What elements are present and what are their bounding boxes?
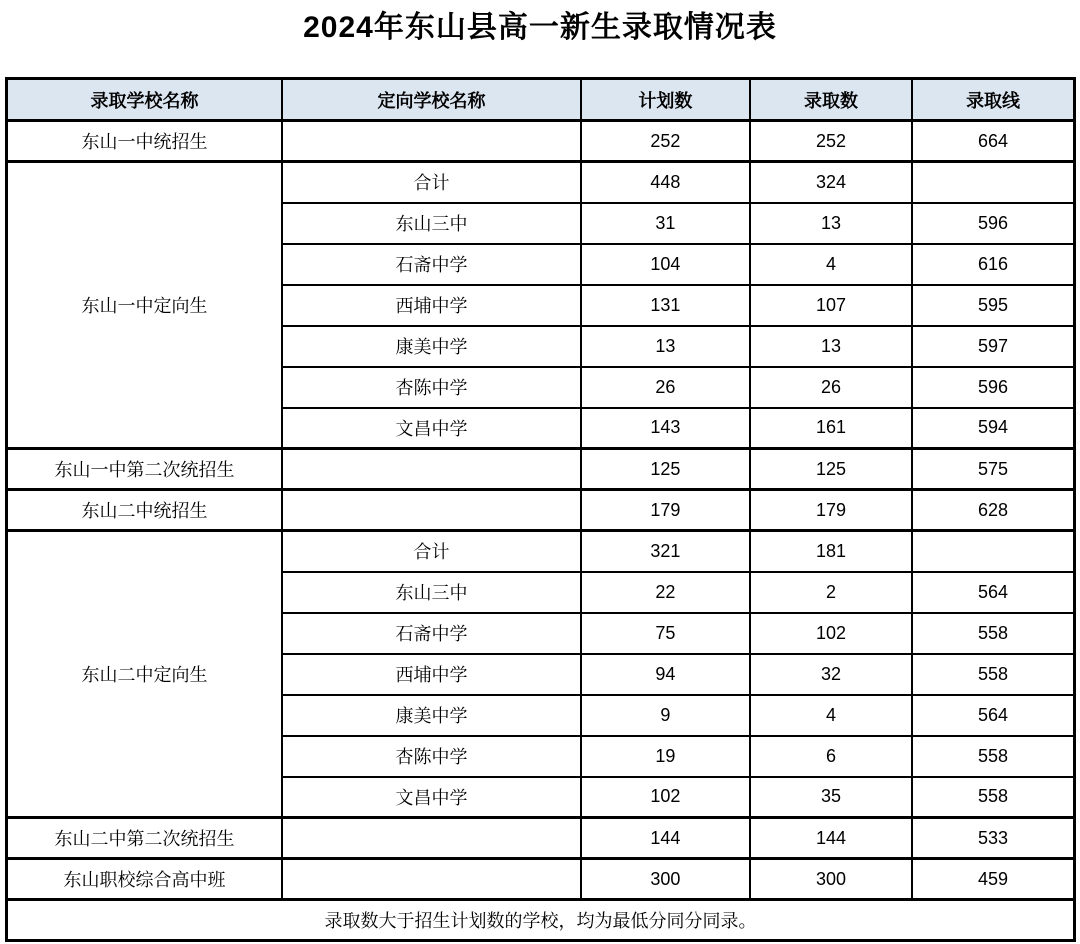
plan-count-cell: 300 [581, 859, 750, 900]
plan-count-cell: 131 [581, 285, 750, 326]
admitted-count-cell: 102 [750, 613, 912, 654]
plan-count-cell: 19 [581, 736, 750, 777]
target-school-cell: 合计 [282, 531, 581, 572]
target-school-cell [282, 449, 581, 490]
cutoff-score-cell: 628 [912, 490, 1074, 531]
plan-count-cell: 144 [581, 818, 750, 859]
table-row [7, 449, 1075, 490]
cutoff-score-cell: 558 [912, 736, 1074, 777]
cutoff-score-cell: 575 [912, 449, 1074, 490]
plan-count-cell: 448 [581, 162, 750, 203]
admitted-count-cell: 125 [750, 449, 912, 490]
admitted-count-cell: 161 [750, 408, 912, 449]
target-school-cell [282, 818, 581, 859]
target-school-cell: 西埔中学 [282, 654, 581, 695]
plan-count-cell: 31 [581, 203, 750, 244]
target-school-cell: 文昌中学 [282, 408, 581, 449]
plan-count-cell: 13 [581, 326, 750, 367]
cutoff-score-cell: 597 [912, 326, 1074, 367]
table-row [7, 121, 1075, 162]
admitted-count-cell: 26 [750, 367, 912, 408]
table-row [7, 859, 1075, 900]
cutoff-score-cell: 664 [912, 121, 1074, 162]
table-row [7, 162, 1075, 203]
plan-count-cell: 125 [581, 449, 750, 490]
plan-count-cell: 22 [581, 572, 750, 613]
table-row [7, 490, 1075, 531]
school-name-cell: 东山二中统招生 [7, 490, 283, 531]
plan-count-cell: 9 [581, 695, 750, 736]
school-name-cell: 东山一中统招生 [7, 121, 283, 162]
cutoff-score-cell: 558 [912, 654, 1074, 695]
cutoff-score-cell: 564 [912, 695, 1074, 736]
target-school-cell [282, 121, 581, 162]
plan-count-cell: 75 [581, 613, 750, 654]
admitted-count-cell: 324 [750, 162, 912, 203]
plan-count-cell: 179 [581, 490, 750, 531]
header-target-school: 定向学校名称 [282, 79, 581, 121]
admitted-count-cell: 4 [750, 244, 912, 285]
plan-count-cell: 252 [581, 121, 750, 162]
target-school-cell [282, 859, 581, 900]
school-name-cell: 东山一中第二次统招生 [7, 449, 283, 490]
cutoff-score-cell: 558 [912, 613, 1074, 654]
target-school-cell: 杏陈中学 [282, 736, 581, 777]
target-school-cell: 西埔中学 [282, 285, 581, 326]
school-name-cell: 东山二中定向生 [7, 531, 283, 818]
cutoff-score-cell: 533 [912, 818, 1074, 859]
cutoff-score-cell: 558 [912, 777, 1074, 818]
target-school-cell: 合计 [282, 162, 581, 203]
cutoff-score-cell [912, 531, 1074, 572]
admitted-count-cell: 6 [750, 736, 912, 777]
table-row [7, 531, 1075, 572]
admitted-count-cell: 4 [750, 695, 912, 736]
admitted-count-cell: 13 [750, 203, 912, 244]
cutoff-score-cell: 564 [912, 572, 1074, 613]
plan-count-cell: 102 [581, 777, 750, 818]
target-school-cell: 杏陈中学 [282, 367, 581, 408]
admitted-count-cell: 179 [750, 490, 912, 531]
cutoff-score-cell: 594 [912, 408, 1074, 449]
cutoff-score-cell: 596 [912, 367, 1074, 408]
cutoff-score-cell: 616 [912, 244, 1074, 285]
target-school-cell: 康美中学 [282, 326, 581, 367]
header-cutoff-score: 录取线 [912, 79, 1074, 121]
cutoff-score-cell: 595 [912, 285, 1074, 326]
header-plan-count: 计划数 [581, 79, 750, 121]
target-school-cell: 石斋中学 [282, 613, 581, 654]
header-admitted-count: 录取数 [750, 79, 912, 121]
target-school-cell: 东山三中 [282, 203, 581, 244]
plan-count-cell: 143 [581, 408, 750, 449]
plan-count-cell: 104 [581, 244, 750, 285]
admitted-count-cell: 181 [750, 531, 912, 572]
target-school-cell: 东山三中 [282, 572, 581, 613]
header-row [7, 79, 1075, 121]
admitted-count-cell: 32 [750, 654, 912, 695]
admitted-count-cell: 144 [750, 818, 912, 859]
cutoff-score-cell: 459 [912, 859, 1074, 900]
target-school-cell: 文昌中学 [282, 777, 581, 818]
page-title: 2024年东山县高一新生录取情况表 [303, 11, 777, 44]
school-name-cell: 东山一中定向生 [7, 162, 283, 449]
table-row [7, 818, 1075, 859]
admitted-count-cell: 300 [750, 859, 912, 900]
target-school-cell: 石斋中学 [282, 244, 581, 285]
target-school-cell [282, 490, 581, 531]
admitted-count-cell: 13 [750, 326, 912, 367]
plan-count-cell: 94 [581, 654, 750, 695]
admitted-count-cell: 35 [750, 777, 912, 818]
target-school-cell: 康美中学 [282, 695, 581, 736]
admitted-count-cell: 107 [750, 285, 912, 326]
footnote: 录取数大于招生计划数的学校，均为最低分同分同录。 [7, 900, 1075, 941]
admitted-count-cell: 2 [750, 572, 912, 613]
plan-count-cell: 321 [581, 531, 750, 572]
plan-count-cell: 26 [581, 367, 750, 408]
cutoff-score-cell [912, 162, 1074, 203]
footnote-row [7, 900, 1075, 941]
header-admission-school: 录取学校名称 [7, 79, 283, 121]
admitted-count-cell: 252 [750, 121, 912, 162]
cutoff-score-cell: 596 [912, 203, 1074, 244]
school-name-cell: 东山二中第二次统招生 [7, 818, 283, 859]
school-name-cell: 东山职校综合高中班 [7, 859, 283, 900]
admissions-table [5, 77, 1076, 942]
